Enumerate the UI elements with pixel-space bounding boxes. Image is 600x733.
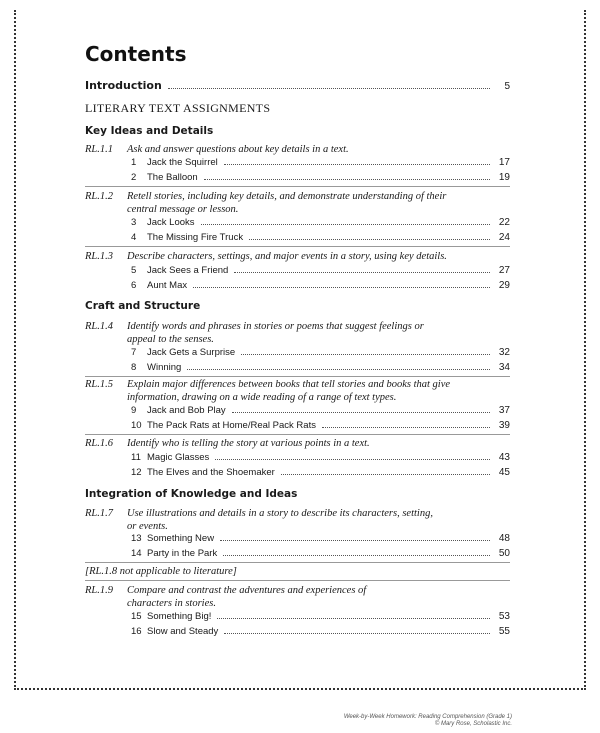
toc-entry[interactable]: [131, 405, 510, 416]
standard-code: RL.1.4: [85, 321, 114, 332]
leader-dots: [234, 271, 490, 273]
entry-title: Something Big!: [147, 611, 212, 622]
entry-num: 2: [131, 172, 137, 183]
standard-desc: Identify who is telling the story at various points in a text.: [127, 438, 370, 449]
entry-page: 19: [498, 172, 510, 183]
leader-dots: [223, 554, 490, 556]
section-integration: Integration of Knowledge and Ideas: [85, 488, 298, 500]
entry-page: 27: [498, 265, 510, 276]
entry-title: The Balloon: [147, 172, 198, 183]
entry-num: 11: [131, 452, 141, 463]
standard-desc: Ask and answer questions about key details in a text.: [127, 144, 349, 155]
toc-entry[interactable]: [131, 548, 510, 559]
entry-title: Something New: [147, 533, 215, 544]
leader-dots: [241, 353, 490, 355]
standard-code: RL.1.5: [85, 379, 114, 390]
standard-desc: Use illustrations and details in a story to describe its characters, setting, or events.: [127, 508, 433, 532]
rl-1-8-note: [RL.1.8 not applicable to literature]: [85, 566, 237, 577]
leader-dots: [204, 178, 490, 180]
entry-title: Jack Sees a Friend: [147, 265, 229, 276]
entry-num: 13: [131, 533, 142, 544]
standard-code: RL.1.3: [85, 251, 114, 262]
toc-entry[interactable]: [131, 157, 510, 168]
entry-title: Jack Looks: [147, 217, 195, 228]
entry-num: 12: [131, 467, 142, 478]
standard-desc: Describe characters, settings, and major events in a story, using key details.: [127, 251, 447, 262]
divider: [85, 376, 510, 377]
leader-dots: [215, 458, 490, 460]
entry-num: 5: [131, 265, 137, 276]
standard-desc: Explain major differences between books that tell stories and books that give information, drawing on a wide reading of a range of text types.: [127, 379, 451, 403]
entry-page: 34: [498, 362, 510, 373]
toc-entry[interactable]: [131, 217, 510, 228]
divider: [85, 580, 510, 581]
toc-entry[interactable]: [131, 232, 510, 243]
toc-entry[interactable]: [131, 362, 510, 373]
toc-entry[interactable]: [131, 280, 510, 291]
footer-line-2: © Mary Rose, Scholastic Inc.: [434, 721, 512, 727]
entry-title: The Missing Fire Truck: [147, 232, 244, 243]
entry-page: 29: [498, 280, 510, 291]
entry-num: 10: [131, 420, 142, 431]
leader-dots: [224, 163, 490, 165]
standard-code: RL.1.2: [85, 191, 114, 202]
entry-page: 53: [498, 611, 510, 622]
entry-title: Jack Gets a Surprise: [147, 347, 236, 358]
divider: [85, 562, 510, 563]
toc-entry[interactable]: [131, 611, 510, 622]
entry-num: 9: [131, 405, 137, 416]
page-title: Contents: [85, 42, 187, 66]
entry-page: 17: [498, 157, 510, 168]
standard-desc: Identify words and phrases in stories or poems that suggest feelings or appeal to the senses.: [127, 321, 424, 345]
toc-introduction[interactable]: [85, 79, 510, 92]
toc-entry[interactable]: [131, 420, 510, 431]
entry-page: 32: [498, 347, 510, 358]
toc-entry[interactable]: [131, 347, 510, 358]
leader-dots: [232, 411, 490, 413]
entry-page: 22: [498, 217, 510, 228]
standard-desc: Retell stories, including key details, and demonstrate understanding of their central message or lesson.: [127, 191, 447, 215]
toc-entry[interactable]: [131, 172, 510, 183]
entry-page: 45: [498, 467, 510, 478]
entry-num: 4: [131, 232, 137, 243]
standard-code: RL.1.7: [85, 508, 114, 519]
entry-title: The Elves and the Shoemaker: [147, 467, 275, 478]
standard-code: RL.1.9: [85, 585, 114, 596]
entry-num: 7: [131, 347, 137, 358]
introduction-label: Introduction: [85, 79, 162, 92]
leader-dots: [249, 238, 490, 240]
divider: [85, 246, 510, 247]
entry-num: 3: [131, 217, 137, 228]
toc-entry[interactable]: [131, 467, 510, 478]
leader-dots: [224, 632, 490, 634]
entry-num: 8: [131, 362, 137, 373]
entry-page: 24: [498, 232, 510, 243]
entry-title: Jack the Squirrel: [147, 157, 218, 168]
entry-num: 16: [131, 626, 142, 637]
entry-title: The Pack Rats at Home/Real Pack Rats: [147, 420, 316, 431]
divider: [85, 186, 510, 187]
leader-dots: [220, 539, 490, 541]
standard-code: RL.1.6: [85, 438, 114, 449]
entry-page: 48: [498, 533, 510, 544]
leader-dots: [281, 473, 490, 475]
entry-title: Jack and Bob Play: [147, 405, 226, 416]
entry-title: Magic Glasses: [147, 452, 210, 463]
entry-num: 1: [131, 157, 137, 168]
divider: [85, 434, 510, 435]
leader-dots: [187, 368, 490, 370]
toc-entry[interactable]: [131, 265, 510, 276]
leader-dots: [322, 426, 490, 428]
entry-title: Party in the Park: [147, 548, 218, 559]
entry-page: 43: [498, 452, 510, 463]
entry-title: Winning: [147, 362, 182, 373]
entry-page: 37: [498, 405, 510, 416]
entry-num: 14: [131, 548, 142, 559]
entry-num: 6: [131, 280, 137, 291]
standard-code: RL.1.1: [85, 144, 114, 155]
entry-page: 39: [498, 420, 510, 431]
footer: [344, 714, 512, 728]
leader-dots: [168, 87, 490, 89]
section-key-ideas: Key Ideas and Details: [85, 125, 214, 137]
entry-page: 55: [498, 626, 510, 637]
toc-entry[interactable]: [131, 533, 510, 544]
footer-line-1: Week-by-Week Homework: Reading Comprehension (Grade 1): [343, 714, 512, 720]
leader-dots: [201, 223, 490, 225]
leader-dots: [193, 286, 490, 288]
introduction-page: 5: [504, 81, 510, 92]
toc-entry[interactable]: [131, 452, 510, 463]
literary-heading: LITERARY TEXT ASSIGNMENTS: [85, 101, 271, 115]
entry-num: 15: [131, 611, 142, 622]
leader-dots: [217, 617, 490, 619]
entry-page: 50: [498, 548, 510, 559]
entry-title: Slow and Steady: [147, 626, 219, 637]
entry-title: Aunt Max: [147, 280, 188, 291]
section-craft: Craft and Structure: [85, 300, 201, 312]
toc-entry[interactable]: [131, 626, 510, 637]
standard-desc: Compare and contrast the adventures and experiences of characters in stories.: [127, 585, 367, 609]
